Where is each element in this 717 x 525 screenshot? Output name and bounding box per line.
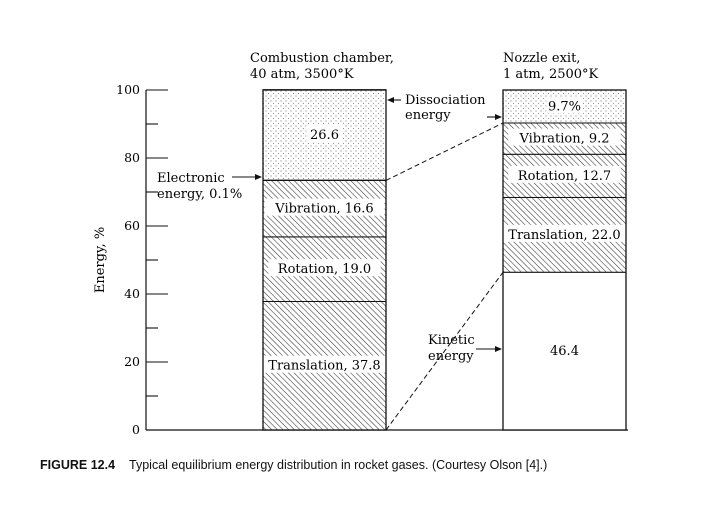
column-1-title-line-2: 40 atm, 3500°K <box>250 67 354 82</box>
y-tick-label: 0 <box>132 422 140 437</box>
segment-label-rotation: Rotation, 12.7 <box>517 168 612 184</box>
segment-label-kinetic: 46.4 <box>550 344 579 360</box>
electronic-arrow <box>232 174 262 180</box>
segment-label-vibration: Vibration, 9.2 <box>519 131 610 147</box>
electronic-annotation-line-1: Electronic <box>157 171 225 186</box>
bar-column-1 <box>257 90 392 430</box>
kinetic-annotation-line-1: Kinetic <box>428 333 475 348</box>
column-2-title-line-2: 1 atm, 2500°K <box>503 67 599 82</box>
y-tick-label: 100 <box>116 82 140 97</box>
segment-label-rotation: Rotation, 19.0 <box>277 262 372 278</box>
column-1-title-line-1: Combustion chamber, <box>250 51 394 66</box>
kinetic-arrow <box>476 346 502 352</box>
dissociation-annotation-line-2: energy <box>405 108 451 123</box>
electronic-annotation-line-2: energy, 0.1% <box>157 187 243 202</box>
figure-caption <box>40 458 700 472</box>
column-2-title-line-1: Nozzle exit, <box>503 51 581 66</box>
stacked-bars <box>257 90 632 430</box>
y-tick-label: 60 <box>124 218 140 233</box>
segment-label-vibration: Vibration, 16.6 <box>275 201 374 217</box>
y-tick-label: 40 <box>124 286 140 301</box>
segment-label-dissociation: 9.7% <box>547 99 582 115</box>
y-tick-label: 80 <box>124 150 140 165</box>
connector-lines <box>386 123 503 430</box>
segment-label-dissociation: 26.6 <box>310 127 339 143</box>
figure-number: FIGURE 12.4 <box>40 458 116 472</box>
segment-label-translation: Translation, 22.0 <box>508 227 621 243</box>
figure-caption-text: Typical equilibrium energy distribution in rocket gases. (Courtesy Olson [4].) <box>129 458 548 472</box>
segment-label-translation: Translation, 37.8 <box>268 358 381 374</box>
kinetic-annotation-line-2: energy <box>428 349 474 364</box>
y-tick-label: 20 <box>124 354 140 369</box>
dashed-connector <box>386 123 503 180</box>
bar-column-2 <box>497 90 632 430</box>
y-axis-label: Energy, % <box>93 226 108 294</box>
dissociation-annotation-line-1: Dissociation <box>405 93 486 108</box>
